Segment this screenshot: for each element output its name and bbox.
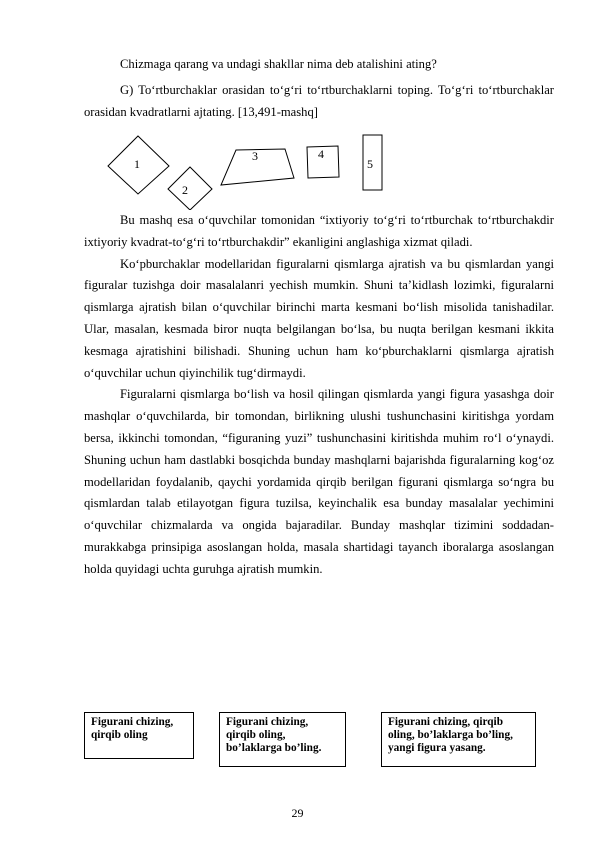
- group-box-2: Figurani chizing, qirqib oling, bo’laklarga bo’ling.: [219, 712, 346, 767]
- paragraph: Ko‘pburchaklar modellaridan figuralarni qismlarga ajratish va bu qismlardan yangi figuralar tuzishga doir masalalanri yechish mumkin. Shuni ta’kidlash lozimki, figuralarni qismlarga ajratish bilan o‘quvchilar birinchi marta kesmani bo‘lish misolida tanishadilar. Ular, masalan, kesmada biror nuqta belgilangan bo‘lsa, bu nuqta berilgan kesmani ikkita kesmaga ajratishini bilishadi. Shuning uchun ham ko‘pburchaklarni qismlarga ajratish o‘quvchilar uchun qiyinchilik tug‘dirmaydi.: [84, 256, 554, 380]
- shape-3-label: 3: [252, 149, 258, 163]
- shapes-figure: [0, 130, 595, 210]
- group-box-3: Figurani chizing, qirqib oling, bo’laklarga bo’ling, yangi figura yasang.: [381, 712, 536, 767]
- shape-4-label: 4: [318, 147, 324, 161]
- group-box-1: Figurani chizing, qirqib oling: [84, 712, 194, 759]
- body-text: [84, 210, 554, 581]
- shape-1-label: 1: [134, 157, 140, 171]
- intro-question: Chizmaga qarang va undagi shakllar nima deb atalishini ating?: [120, 57, 437, 71]
- shape-2-rhombus: [168, 167, 212, 210]
- shape-2-label: 2: [182, 183, 188, 197]
- shape-5-label: 5: [367, 157, 373, 171]
- page-number: 29: [291, 806, 304, 820]
- task-text: G) To‘rtburchaklar orasidan to‘g‘ri to‘rtburchaklarni toping. To‘g‘ri to‘rtburchaklar orasidan kvadratlarni ajtating. [13,491-mashq]: [84, 83, 554, 119]
- paragraph: Bu mashq esa o‘quvchilar tomonidan “ixtiyoriy to‘g‘ri to‘rtburchak to‘rtburchakdir ixtiyoriy kvadrat-to‘g‘ri to‘rtburchakdir” ekanligini anglashiga xizmat qiladi.: [84, 213, 554, 249]
- paragraph: Figuralarni qismlarga bo‘lish va hosil qilingan qismlarda yangi figura yasashga doir mashqlar o‘quvchilarda, bir tomondan, birlikning ulushi tushunchasini kiritishga yordam bersa, ikkinchi tomondan, “figuraning yuzi” tushunchasini kiritishda muhim ro‘l o‘ynaydi. Shuning uchun ham dastlabki bosqichda bunday mashqlarni bajarishda figuralarning kog‘oz modellaridan foydalanib, qaychi yordamida qirqib berilgan figurani qismlarga so‘ngra bu qismlardan talab etilayotgan figura tuzilsa, keyinchalik esa bunday masalalar yechimini o‘quvchilar chizmalarda va ongida bajaradilar. Bunday mashqlar tizimini soddadan-murakkabga prinsipiga asoslangan holda, masala shartidagi tayanch iboralarga asoslangan holda quyidagi uchta guruhga ajratish mumkin.: [84, 387, 554, 576]
